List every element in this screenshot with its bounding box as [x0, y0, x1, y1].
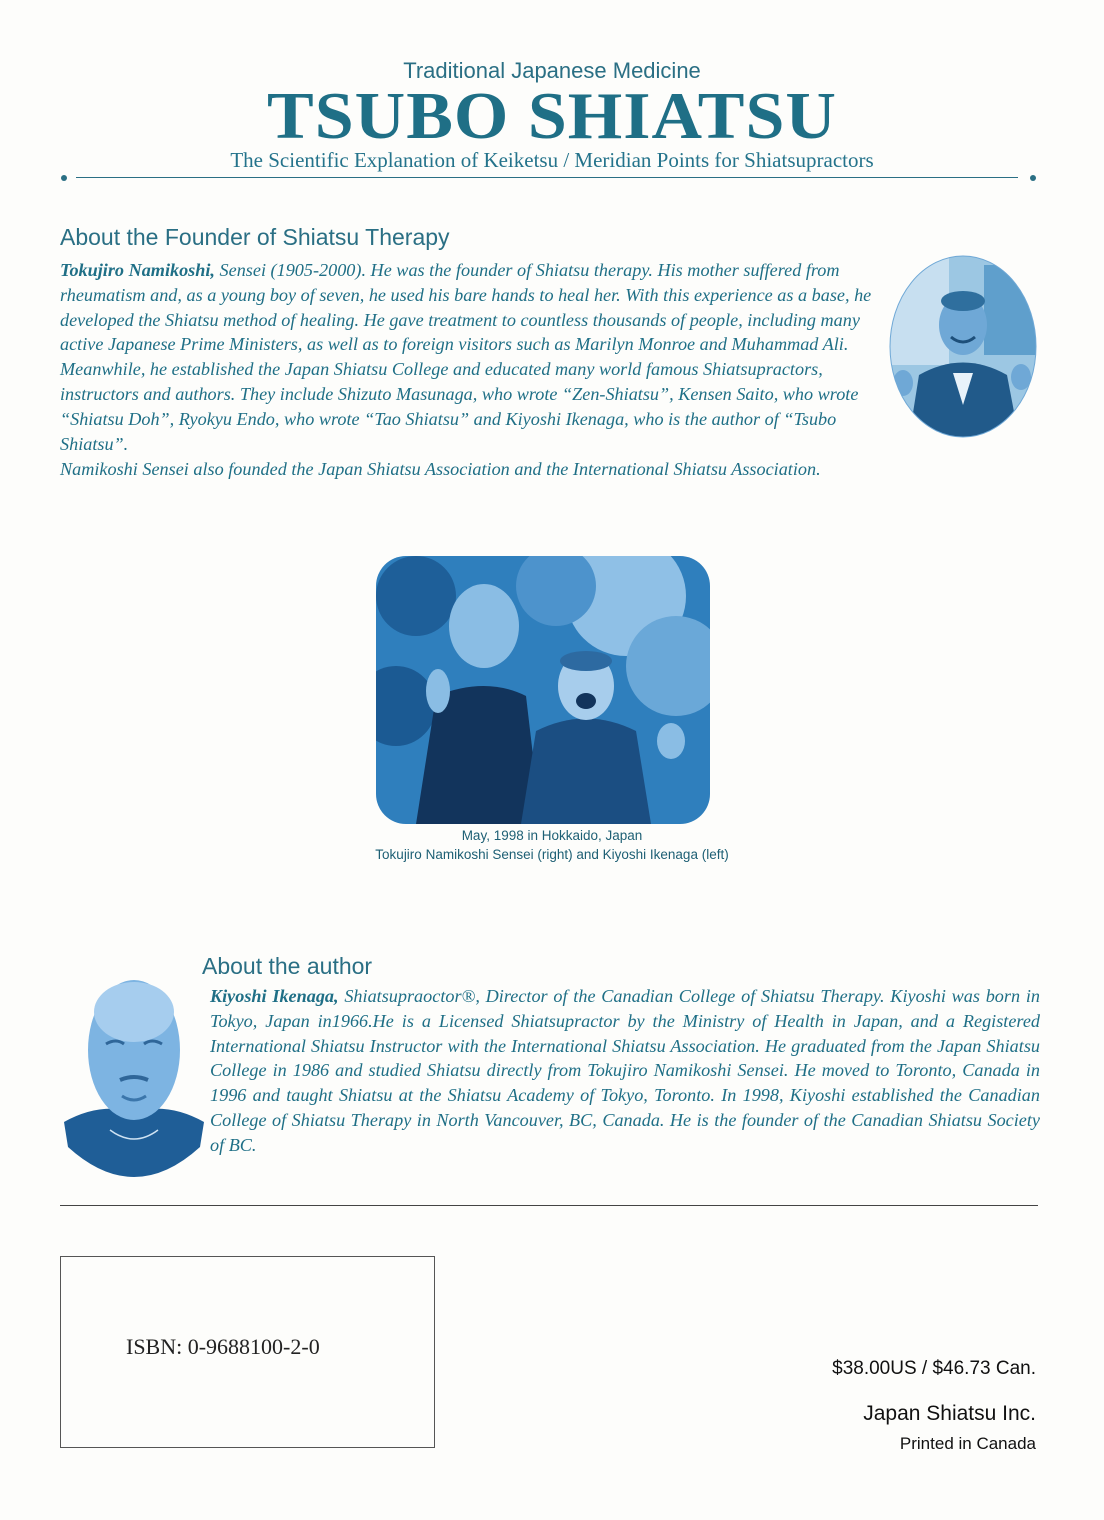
photo-caption-date: May, 1998 in Hokkaido, Japan — [461, 828, 643, 843]
publisher-name: Japan Shiatsu Inc. — [863, 1402, 1036, 1425]
rule-dot-left — [61, 175, 67, 181]
author-body: Shiatsupraoctor®, Director of the Canadian College of Shiatsu Therapy. Kiyoshi was born in Tokyo, Japan in1966.He is a Licensed Shiatsupractor by the Ministry of Health in Japan, and a Registered International Shiatsu Instructor with the International Shiatsu Association. He graduated from the Japan Shiatsu College in 1986 and studied Shiatsu directly from Tokujiro Namikoshi Sensei. He moved to Toronto, Canada in 1996 and taught Shiatsu at the Shiatsu Academy of Tokyo, Toronto. In 1998, Kiyoshi established the Canadian College of Shiatsu Therapy in North Vancouver, BC, Canada. He is the founder of the Canadian Shiatsu Society of BC. — [210, 986, 1040, 1155]
founder-name: Tokujiro Namikoshi, — [60, 260, 215, 280]
group-photo — [376, 556, 710, 824]
footer-rule — [60, 1205, 1038, 1206]
author-portrait — [60, 972, 208, 1184]
photo-caption-names: Tokujiro Namikoshi Sensei (right) and Kiyoshi Ikenaga (left) — [375, 847, 729, 862]
series-subtitle: Traditional Japanese Medicine — [403, 58, 701, 83]
isbn-text: ISBN: 0-9688100-2-0 — [126, 1334, 320, 1359]
rule-dot-right — [1030, 175, 1036, 181]
founder-portrait — [889, 255, 1037, 438]
founder-paragraph — [60, 258, 890, 456]
price-text: $38.00US / $46.73 Can. — [832, 1358, 1036, 1379]
author-name: Kiyoshi Ikenaga, — [210, 986, 339, 1006]
founder-body: Sensei (1905-2000). He was the founder of Shiatsu therapy. His mother suffered from rheumatism and, as a young boy of seven, he used his bare hands to heal her. With this experience as a base, he developed the Shiatsu method of healing. He gave treatment to countless thousands of people, including many active Japanese Prime Ministers, as well as to foreign visitors such as Marilyn Monroe and Muhammad Ali. Meanwhile, he established the Japan Shiatsu College and educated many world famous Shiatsupractors, instructors and authors. They include Shizuto Masunaga, who wrote “Zen-Shiatsu”, Kensen Saito, who wrote “Shiatsu Doh”, Ryokyu Endo, who wrote “Tao Shiatsu” and Kiyoshi Ikenaga, who is the author of “Tsubo Shiatsu”. — [60, 260, 872, 454]
header-rule — [76, 177, 1018, 178]
book-tagline: The Scientific Explanation of Keiketsu / Meridian Points for Shiatsupractors — [230, 148, 874, 172]
author-heading: About the author — [202, 953, 373, 979]
founder-last-line: Namikoshi Sensei also founded the Japan Shiatsu Association and the International Shiatsu Association. — [60, 459, 821, 479]
author-paragraph — [210, 984, 1040, 1158]
book-title: TSUBO SHIATSU — [267, 79, 837, 154]
founder-heading: About the Founder of Shiatsu Therapy — [60, 224, 450, 250]
printed-in: Printed in Canada — [899, 1434, 1036, 1453]
